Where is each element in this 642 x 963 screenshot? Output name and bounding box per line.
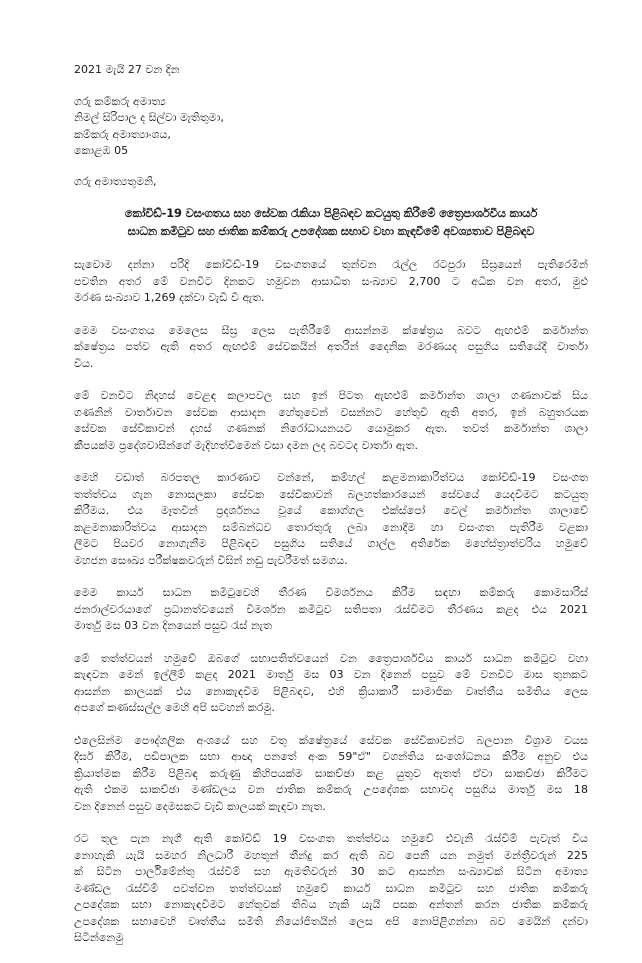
paragraph-line: උපදේශක සභාවෙහි වෘත්තීය සමිති නියෝජිතයින් ලෙස අපි නොපිළිගන්නා බව මෙයින් දන්වා xyxy=(74,914,588,928)
salutation: ගරු අමාත්‍යතුමනි, xyxy=(74,174,157,188)
address-line: කොළඹ 05 xyxy=(74,144,129,157)
address-line: නිමල් සිරිපාල ද සිල්වා මැතිතුමා, xyxy=(74,111,224,124)
paragraph-line: කිරීමය. එය මෑතවීන් ප්‍රදර්ශනය වූයේ කොග්ගල එක්ස්පෝ වෙල් කර්මාන්ත ශාලාවේ xyxy=(74,504,588,517)
paragraph-line: අපගේ කණස්සල්ල මෙහි අපි සටහන් කරමු. xyxy=(74,701,275,714)
paragraph-5 xyxy=(74,585,588,635)
paragraph-line: මේ වනවිට නිදහස් වෙළඳ කලාපවල සහ ඉන් පිටත ඇඟළුම් කර්මාන්ත ශාලා ගණනාවක් සිය xyxy=(74,389,588,402)
paragraph-line: මරණ සංඛ්‍යාව 1,269 දක්වා වැඩි වී ඇත. xyxy=(74,291,265,304)
paragraph-line: සේවක සේවිකාවන් දහස් ගණනක් නිරෝධායනයට යොමුකර ඇත. තවත් කර්මාන්ත ශාලා xyxy=(74,422,588,435)
paragraph-line: ක්‍රියාත්මක කිරීම පිළිබඳ කරුණු කිහිපයක්ම සාකච්ඡා කළ යුතුව ඇතත් ඒවා සාකච්ඡා කිරීමට xyxy=(74,766,588,780)
paragraph-line: ක් සිටින පාර්ලිමේන්තු රැස්වීම් සහ ඇමතිවරුන් 30 කට ආසන්න සංඛ්‍යාවක් සිටින අමාත්‍ය xyxy=(74,865,588,878)
paragraph-line: ජනරාල්වරයාගේ ප්‍රධානත්වයෙන් විමර්ශන කමිටුව සතිපතා රැස්වීමට තීරණය කළද එය 2021 xyxy=(74,602,588,616)
paragraph-line: ගණනින් වාර්තාවන සේවක ආසාදන හේතුවෙන් වසන්නට හේතුවී ඇති අතර, ඉන් බහුතරයක xyxy=(74,405,588,419)
paragraph-line: කීපයක්ම ප්‍රදේශවාසීන්ගේ මැදිහත්වීමෙන් වසා දමන ලද බවටද වාර්තා ඇත. xyxy=(74,438,419,452)
paragraph-1 xyxy=(74,257,588,307)
paragraph-line: මෙහි වඩාත් බරපතල කාරණාව වන්නේ, කම්හල් කළමනාකාරිත්වය කෝවිඩ්-19 වසංගත xyxy=(74,471,588,484)
paragraph-line: මණ්ඩල රැස්වීම් පවත්වන තත්ත්වයක් හමුවේ කාර්ය සාධන කමිටුව සහ ජාතික කම්කරු xyxy=(74,881,588,895)
paragraph-line: ඇති එකම සාකච්ඡා මණ්ඩලය වන ජාතික කම්කරු උපදේශක සභාවද පසුගිය මාර්තු මස 18 xyxy=(74,783,588,796)
address-line: ගරු කම්කරු අමාත්‍ය xyxy=(74,94,166,108)
paragraph-line: එලෙසින්ම පෞද්ගලික අංශයේ සහ වතු ක්ෂේත්‍රයේ සේවක සේවිකාවන්ට බලපාන විශ්‍රාම වයස xyxy=(74,733,588,747)
paragraph-line: සිටින්නෙමු xyxy=(74,931,124,944)
paragraph-line: සැවොම දන්නා පරිදි කෝවිඩ්-19 වසංගතයේ තුන්වන රැල්ල රටපුරා සීඝ්‍රයෙන් පැතිරෙමින් xyxy=(74,258,588,271)
paragraph-7 xyxy=(74,733,588,816)
paragraph-line: නොහැකි යැයි සමහර නිලධාරී මහතුන් තීන්දු කර ඇති බව පෙනී යන නමුත් මන්ත්‍රීවරුන් 225 xyxy=(74,848,588,862)
paragraph-line: මෙම වසංගතය මෙලෙස සීඝ්‍ර ලෙස පැතිරීමේ ආසන්නම ක්ෂේත්‍රය බවට ඇඟළුම් කර්මාන්ත xyxy=(74,323,588,337)
paragraph-line: පවතින අතර මේ වනවිට දිනකට හමුවන ආසාධිත සංඛ්‍යාව 2,700 ට අධික වන අතර, මුළු xyxy=(74,274,588,288)
paragraph-line: ක්ෂේත්‍රය පත්ව ඇති අතර ඇඟළුම් සේවකයින් අතරින් දෛනික මරණයද පසුගිය සතියේදී වාර්තා xyxy=(74,340,588,353)
paragraph-line: විය. xyxy=(74,356,94,370)
paragraph-3 xyxy=(74,388,588,454)
paragraph-line: මෙම කාර්ය සාධන කමිටුවෙහි තීරණ විමර්ශනය කිරීම සඳහා කම්කරු කොමසාරිස් xyxy=(74,586,588,599)
paragraph-4 xyxy=(74,470,588,569)
subject-line: සාධන කමිටුව සහ ජාතික කම්කරු උපදේශක සභාව වහා කැඳවීමේ අවශ්‍යතාව පිළිබඳව xyxy=(127,224,535,238)
paragraph-line: උපදේශක සභා නොකැඳවීමට හේතුවක් තිබිය හැකි යැයි පසක අන්තන් කරන ජාතික කම්කරු xyxy=(74,898,588,911)
paragraph-line: තත්ත්වය ගැන නොසලකා සේවක සේවිකාවන් බලහත්කාරයෙන් සේවයේ යෙදවීමට කටයුතු xyxy=(74,487,588,501)
paragraph-line: වන දිනෙන් පසුව දෙමසකට වැඩි කාලයක් කැඳවා නැත. xyxy=(74,799,326,813)
paragraph-line: රට තුල පැන නැගී ඇති කෝවිඩ් 19 වසංගත තත්ත්වය හමුවේ එවැනි රැස්වීම් පැවැත් විය xyxy=(74,832,588,845)
paragraph-line: මාර්තු මස 03 වන දිනයෙන් පසුව රැස් නැත xyxy=(74,619,272,632)
subject-line: කෝවිඩ්-19 වසංගතය සහ සේවක රැකියා පිළිබඳව කටයුතු කිරීමේ ත්‍රෛපාර්ශවීය කාර්ය xyxy=(124,206,538,220)
paragraph-2 xyxy=(74,323,588,373)
paragraph-line: මහජන සෞඛ්‍ය පරීක්ෂකවරුන් විසින් නඩු පැවරීමත් සමගය. xyxy=(74,553,348,567)
letter-date: 2021 මැයි 27 වන දින xyxy=(74,63,180,76)
letter-subject xyxy=(74,204,588,240)
paragraph-line: කළමනාකාරිත්වය ආසාදන සම්බන්ධව තොරතුරු ලබා නොදීම හා වසංගත පැතිරීම වළකා xyxy=(74,520,588,534)
paragraph-6 xyxy=(74,651,588,717)
letter-body xyxy=(74,62,588,963)
paragraph-line: ලීමට පියවර නොගැනීම පිළිබඳව පසුගිය සතියේ ගාල්ල අතිරේක මහේස්ත්‍රාත්වරිය හමුවේ xyxy=(74,537,588,550)
paragraph-line: දීර්ඝ කිරීම, පඩිපාලක සභා ආඥා පනතේ අංක 59"ඒ" වගන්තිය සංශෝධනය කිරීම අනුව එය xyxy=(74,750,588,763)
paragraph-8 xyxy=(74,831,588,947)
paragraph-line: කැඳවන මෙන් ඉල්ලීම් කළද 2021 මාර්තු මස 03 වන දිනෙන් පසුව මේ වනවිට මාස තුනකට xyxy=(74,668,588,681)
address-line: කම්කරු අමාත්‍යාංශය, xyxy=(74,127,171,141)
recipient-address xyxy=(74,94,588,160)
paragraph-line: මේ තත්ත්වයන් හමුවේ ඔබගේ සභාපතිත්වයෙන් වන ත්‍රෛපාර්ශවීය කාර්ය සාධන කමිටුව වහා xyxy=(74,651,588,665)
paragraph-line: ආසන්න කාලයක් එය නොකැඳවීම පිළිබඳව, එහි ක්‍රියාකාරී සාමාජික වෘත්තීය සමිතිය ලෙස xyxy=(74,684,588,698)
